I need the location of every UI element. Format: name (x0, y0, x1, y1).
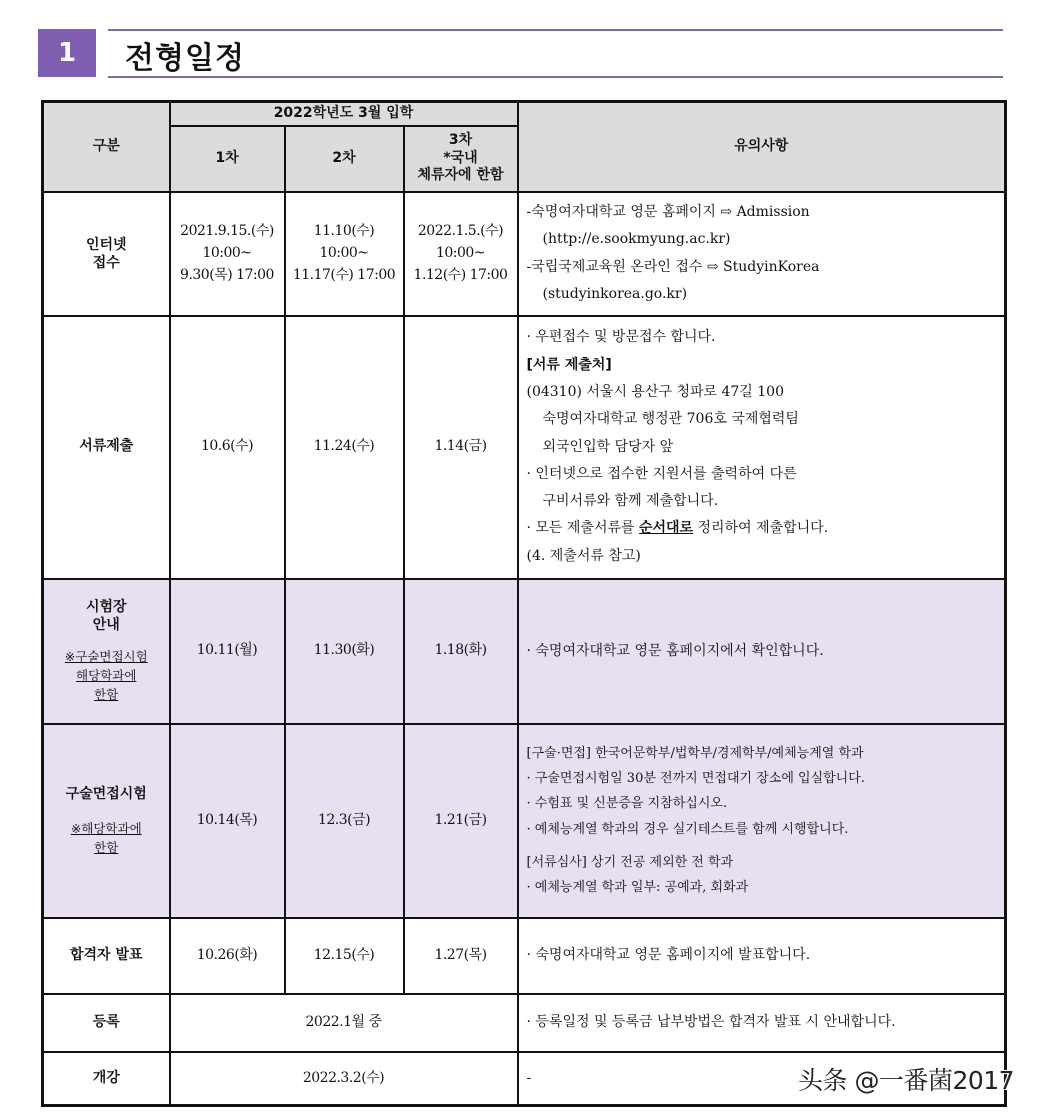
note-line: · 숙명여자대학교 영문 홈페이지에서 확인합니다. (526, 642, 824, 659)
note-line: · 인터넷으로 접수한 지원서를 출력하여 다른 (526, 465, 797, 482)
row-label-internet (43, 192, 170, 316)
venue-round1-date: 10.11(월) (170, 579, 285, 724)
header-round3 (404, 126, 518, 192)
interview-notes (518, 724, 1006, 918)
address-line: 외국인입학 담당자 앞 (542, 438, 674, 455)
internet-notes (518, 192, 1006, 316)
label-line: 접수 (92, 254, 120, 271)
title-rule-bottom (108, 76, 1003, 78)
header-admission-group: 2022학년도 3월 입학 (170, 102, 518, 126)
note-line: (4. 제출서류 참고) (526, 547, 641, 564)
interview-round2-date: 12.3(금) (285, 724, 404, 918)
sookmyung-url-link[interactable]: (http://e.sookmyung.ac.kr) (542, 231, 731, 248)
date-end: 1.12(수) 17:00 (413, 266, 508, 283)
section-header (0, 0, 1054, 90)
documents-round3-date: 1.14(금) (404, 316, 518, 579)
note-line: · 숙명여자대학교 영문 홈페이지에 발표합니다. (526, 947, 811, 964)
semester-start-date: 2022.3.2(수) (170, 1052, 518, 1106)
round3-note-line2: 체류자에 한함 (417, 167, 504, 184)
header-round1: 1차 (170, 126, 285, 192)
results-round3-date: 1.27(목) (404, 918, 518, 994)
internet-round2-date (285, 192, 404, 316)
sub-note-line: 한함 (94, 839, 119, 855)
table-row-registration (43, 994, 1006, 1052)
address-line: 숙명여자대학교 행정관 706호 국제협력팀 (542, 411, 799, 428)
note-line: · 등록일정 및 등록금 납부방법은 합격자 발표 시 안내합니다. (526, 1014, 896, 1031)
venue-round3-date: 1.18(화) (404, 579, 518, 724)
sub-note-line: 한함 (94, 686, 119, 702)
date-start: 2021.9.15.(수) (180, 223, 274, 240)
header-category: 구분 (43, 102, 170, 192)
row-label-registration: 등록 (43, 994, 170, 1052)
note-line: -국립국제교육원 온라인 접수 ⇨ StudyinKorea (526, 258, 820, 275)
documents-round2-date: 11.24(수) (285, 316, 404, 579)
row-label-semester-start: 개강 (43, 1052, 170, 1106)
time-start: 10:00~ (202, 244, 252, 261)
venue-round2-date: 11.30(화) (285, 579, 404, 724)
round3-note-line1: *국내 (443, 149, 478, 166)
note-line: 구비서류와 함께 제출합니다. (542, 493, 719, 510)
row-label-documents: 서류제출 (43, 316, 170, 579)
row-label-venue (43, 579, 170, 724)
row-label-interview (43, 724, 170, 918)
interview-round1-date: 10.14(목) (170, 724, 285, 918)
date-start: 11.10(수) (313, 223, 375, 240)
internet-round1-date (170, 192, 285, 316)
note-text: · 모든 제출서류를 (526, 520, 639, 537)
interview-round3-date: 1.21(금) (404, 724, 518, 918)
venue-sub-note (44, 648, 169, 704)
registration-notes (518, 994, 1006, 1052)
results-round1-date: 10.26(화) (170, 918, 285, 994)
label-line: 안내 (92, 617, 120, 634)
studyinkorea-url-link[interactable]: (studyinkorea.go.kr) (542, 285, 688, 302)
address-line: (04310) 서울시 용산구 청파로 47길 100 (526, 383, 784, 400)
watermark: 头条 @一番菌2017 (798, 1066, 1015, 1095)
registration-period: 2022.1월 중 (170, 994, 518, 1052)
header-round2: 2차 (285, 126, 404, 192)
documents-round1-date: 10.6(수) (170, 316, 285, 579)
label-line: 시험장 (85, 598, 127, 615)
note-line: - (526, 1069, 532, 1086)
row-label-results: 합격자 발표 (43, 918, 170, 994)
time-start: 10:00~ (319, 244, 369, 261)
time-start: 10:00~ (435, 244, 486, 261)
section-number-badge: 1 (38, 29, 96, 77)
date-start: 2022.1.5.(수) (417, 223, 504, 240)
note-line: [서류심사] 상기 전공 제외한 전 학과 (526, 855, 734, 871)
label-line: 구술면접시험 (65, 786, 147, 803)
note-line: · 수험표 및 신분증을 지참하십시오. (526, 796, 728, 812)
round3-label: 3차 (448, 132, 473, 149)
label-line: 인터넷 (85, 236, 127, 253)
results-round2-date: 12.15(수) (285, 918, 404, 994)
internet-round3-date (404, 192, 518, 316)
table-row-venue (43, 579, 1006, 724)
venue-notes (518, 579, 1006, 724)
note-line: [구술·면접] 한국어문학부/법학부/경제학부/예체능계열 학과 (526, 745, 864, 761)
admission-schedule-table (41, 100, 1007, 1107)
note-line: · 우편접수 및 방문접수 합니다. (526, 329, 716, 346)
note-text: 정리하여 제출합니다. (693, 520, 829, 537)
page-title: 전형일정 (125, 41, 245, 76)
date-end: 11.17(수) 17:00 (292, 266, 396, 283)
sub-note-line: 해당학과에 (76, 668, 137, 683)
table-row-documents (43, 316, 1006, 579)
date-end: 9.30(목) 17:00 (180, 266, 274, 283)
table-row-interview (43, 724, 1006, 918)
submission-address-heading: [서류 제출처] (526, 356, 612, 373)
emphasis-text: 순서대로 (638, 520, 694, 537)
table-row-internet (43, 192, 1006, 316)
sub-note-line: ※해당학과에 (70, 820, 142, 836)
note-line: · 예체능계열 학과의 경우 실기테스트를 함께 시행합니다. (526, 821, 849, 837)
documents-notes (518, 316, 1006, 579)
sub-note-line: ※구술면접시험 (64, 649, 148, 665)
title-rule-top (108, 29, 1003, 31)
header-notes: 유의사항 (518, 102, 1006, 192)
note-line (527, 515, 997, 542)
interview-sub-note (44, 820, 169, 858)
results-notes (518, 918, 1006, 994)
note-line: · 구술면접시험일 30분 전까지 면접대기 장소에 입실합니다. (526, 771, 865, 786)
note-line: -숙명여자대학교 영문 홈페이지 ⇨ Admission (526, 204, 810, 221)
note-line: · 예체능계열 학과 일부: 공예과, 회화과 (526, 880, 749, 896)
table-row-results (43, 918, 1006, 994)
